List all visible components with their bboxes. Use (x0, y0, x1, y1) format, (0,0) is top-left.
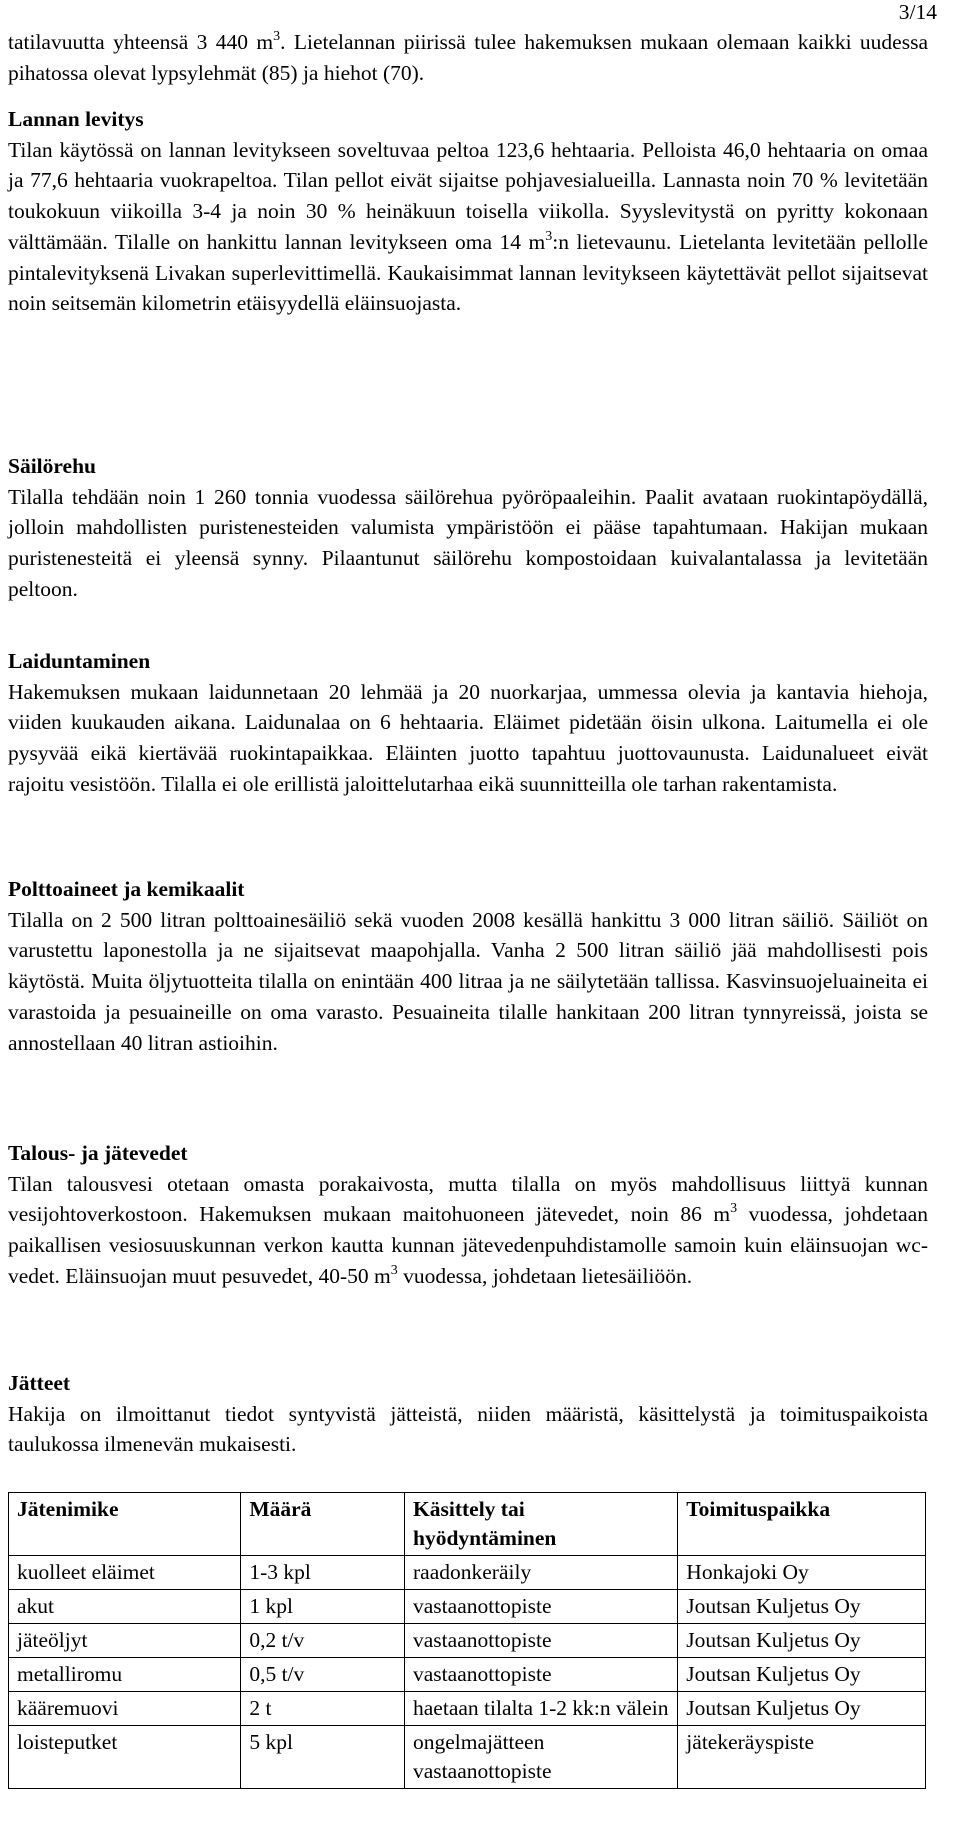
section-waste (8, 1368, 928, 1460)
table-cell: jäteöljyt (9, 1624, 241, 1658)
table-row (9, 1692, 926, 1726)
table-cell: vastaanottopiste (405, 1658, 678, 1692)
header-treatment: Käsittely tai hyödyntäminen (405, 1493, 678, 1556)
table-header-row (9, 1493, 926, 1556)
header-waste-name: Jätenimike (9, 1493, 241, 1556)
table-cell: metalliromu (9, 1658, 241, 1692)
section-heading: Jätteet (8, 1371, 71, 1395)
table-cell: jätekeräyspiste (678, 1726, 926, 1789)
table-row (9, 1590, 926, 1624)
section-paragraph: Hakemuksen mukaan laidunnetaan 20 lehmää ja 20 nuorkarjaa, ummessa olevia ja kantavia hiehoja, viiden kuukauden aikana. Laidunalaa on 6 hehtaaria. Eläimet pidetään öisin ulkona. Laitumella ei ole pysyvää eikä kiertävää ruokintapaikkaa. Eläinten juotto tapahtuu juottovaunusta. Laidunalueet eivät rajoitu vesistöön. Tilalla ei ole erillistä jaloittelutarhaa eikä suunnitteilla ole tarhan rakentamista. (8, 679, 928, 796)
table-cell: Joutsan Kuljetus Oy (678, 1624, 926, 1658)
table-cell: Joutsan Kuljetus Oy (678, 1658, 926, 1692)
table-row (9, 1726, 926, 1789)
table-cell: raadonkeräily (405, 1556, 678, 1590)
section-manure-spreading (8, 104, 928, 319)
header-delivery-place: Toimituspaikka (678, 1493, 926, 1556)
table-cell: 1 kpl (241, 1590, 405, 1624)
section-paragraph: Tilalla tehdään noin 1 260 tonnia vuodessa säilörehua pyöröpaaleihin. Paalit avataan ruokintapöydällä, jolloin mahdollisten puristenesteiden valumista ympäristöön ei pääse tapahtumaan. Hakijan mukaan puristenesteitä ei yleensä synny. Pilaantunut säilörehu kompostoidaan kuivalantalassa ja levitetään peltoon. (8, 484, 928, 601)
table-cell: 0,2 t/v (241, 1624, 405, 1658)
table-cell: 0,5 t/v (241, 1658, 405, 1692)
table-cell: 2 t (241, 1692, 405, 1726)
page-number: 3/14 (898, 0, 937, 24)
table-cell: kuolleet eläimet (9, 1556, 241, 1590)
header-amount: Määrä (241, 1493, 405, 1556)
table-cell: 5 kpl (241, 1726, 405, 1789)
section-silage (8, 451, 928, 605)
section-fuels-chemicals (8, 874, 928, 1058)
section-paragraph: Tilalla on 2 500 litran polttoainesäiliö sekä vuoden 2008 kesällä hankittu 3 000 litran säiliö. Säiliöt on varustettu laponestolla ja ne sijaitsevat maapohjalla. Vanha 2 500 litran säiliö jää mahdollisesti pois käytöstä. Muita öljytuotteita tilalla on enintään 400 litraa ja ne säilytetään tallissa. Kasvinsuojeluaineita ei varastoida ja pesuaineille on oma varasto. Pesuaineita tilalle hankitaan 200 litran tynnyreissä, joista se annostellaan 40 litran astioihin. (8, 907, 928, 1055)
section-heading: Laiduntaminen (8, 649, 151, 673)
intro-paragraph: tatilavuutta yhteensä 3 440 $m^3$. Lietelannan piirissä tulee hakemuksen mukaan olemaan kaikki uudessa pihatossa olevat lypsylehmät (85) ja hiehot (70). (8, 29, 928, 85)
table-cell: kääremuovi (9, 1692, 241, 1726)
section-heading: Lannan levitys (8, 107, 144, 131)
section-paragraph: Tilan käytössä on lannan levitykseen soveltuvaa peltoa 123,6 hehtaaria. Pelloista 46,0 hehtaaria on omaa ja 77,6 hehtaaria vuokrapeltoa. Tilan pellot eivät sijaitse pohjavesialueilla. Lannasta noin 70 % levitetään toukokuun viikoilla 3-4 ja noin 30 % heinäkuun toisella viikolla. Syyslevitystä on pyritty kokonaan välttämään. Tilalle on hankittu lannan levitykseen oma 14 $m^3:n$ lietevaunu. Lietelanta levitetään pellolle pintalevityksenä Livakan superlevittimellä. Kaukaisimmat lannan levitykseen käytettävät pellot sijaitsevat noin seitsemän kilometrin etäisyydellä eläinsuojasta. (8, 137, 928, 316)
table-cell: akut (9, 1590, 241, 1624)
table-cell: Joutsan Kuljetus Oy (678, 1590, 926, 1624)
section-heading: Säilörehu (8, 454, 97, 478)
table-cell: loisteputket (9, 1726, 241, 1789)
section-heading: Polttoaineet ja kemikaalit (8, 877, 245, 901)
section-heading: Talous- ja jätevedet (8, 1141, 188, 1165)
table-cell: Joutsan Kuljetus Oy (678, 1692, 926, 1726)
table-cell: 1-3 kpl (241, 1556, 405, 1590)
section-wastewater (8, 1138, 928, 1292)
table-cell: haetaan tilalta 1-2 kk:n välein (405, 1692, 678, 1726)
table-cell: vastaanottopiste (405, 1624, 678, 1658)
table-row (9, 1556, 926, 1590)
table-cell: vastaanottopiste (405, 1590, 678, 1624)
section-paragraph: Tilan talousvesi otetaan omasta porakaivosta, mutta tilalla on myös mahdollisuus liittyä kunnan vesijohtoverkostoon. Hakemuksen mukaan maitohuoneen jätevedet, noin 86 $m^3$ vuodessa, johdetaan paikallisen vesiosuuskunnan verkon kautta kunnan jätevedenpuhdistamolle samoin kuin eläinsuojan wc-vedet. Eläinsuojan muut pesuvedet, 40-50 $m^3$ vuodessa, johdetaan lietesäiliöön. (8, 1171, 928, 1288)
table-row (9, 1624, 926, 1658)
section-paragraph: Hakija on ilmoittanut tiedot syntyvistä jätteistä, niiden määristä, käsittelystä ja toimituspaikoista taulukossa ilmenevän mukaisesti. (8, 1401, 928, 1457)
table-row (9, 1658, 926, 1692)
waste-table (8, 1492, 926, 1789)
section-grazing (8, 646, 928, 800)
table-cell: ongelmajätteen vastaanottopiste (405, 1726, 678, 1789)
table-cell: Honkajoki Oy (678, 1556, 926, 1590)
